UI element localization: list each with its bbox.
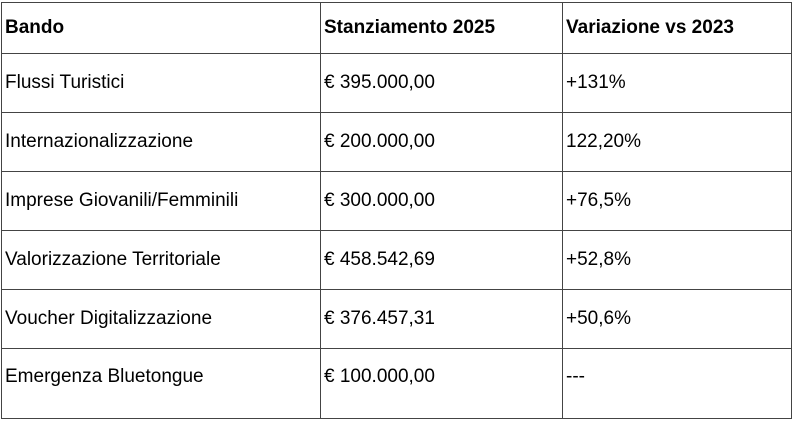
cell-stanziamento: € 200.000,00 — [321, 113, 563, 172]
table-row — [2, 54, 792, 113]
cell-bando: Emergenza Bluetongue — [2, 349, 321, 419]
cell-variazione: +131% — [563, 54, 792, 113]
cell-variazione: +52,8% — [563, 231, 792, 290]
cell-stanziamento: € 395.000,00 — [321, 54, 563, 113]
cell-variazione: +50,6% — [563, 290, 792, 349]
bandi-table — [1, 2, 792, 419]
table-row — [2, 231, 792, 290]
cell-bando: Flussi Turistici — [2, 54, 321, 113]
table-header-row — [2, 3, 792, 54]
cell-variazione: 122,20% — [563, 113, 792, 172]
table-row — [2, 113, 792, 172]
cell-stanziamento: € 100.000,00 — [321, 349, 563, 419]
cell-variazione: --- — [563, 349, 792, 419]
header-cell-variazione: Variazione vs 2023 — [563, 3, 792, 54]
table-row — [2, 290, 792, 349]
cell-stanziamento: € 376.457,31 — [321, 290, 563, 349]
table-row — [2, 349, 792, 419]
cell-bando: Voucher Digitalizzazione — [2, 290, 321, 349]
table-row — [2, 172, 792, 231]
header-cell-bando: Bando — [2, 3, 321, 54]
cell-bando: Internazionalizzazione — [2, 113, 321, 172]
cell-bando: Imprese Giovanili/Femminili — [2, 172, 321, 231]
header-cell-stanziamento: Stanziamento 2025 — [321, 3, 563, 54]
cell-stanziamento: € 458.542,69 — [321, 231, 563, 290]
cell-bando: Valorizzazione Territoriale — [2, 231, 321, 290]
cell-stanziamento: € 300.000,00 — [321, 172, 563, 231]
cell-variazione: +76,5% — [563, 172, 792, 231]
